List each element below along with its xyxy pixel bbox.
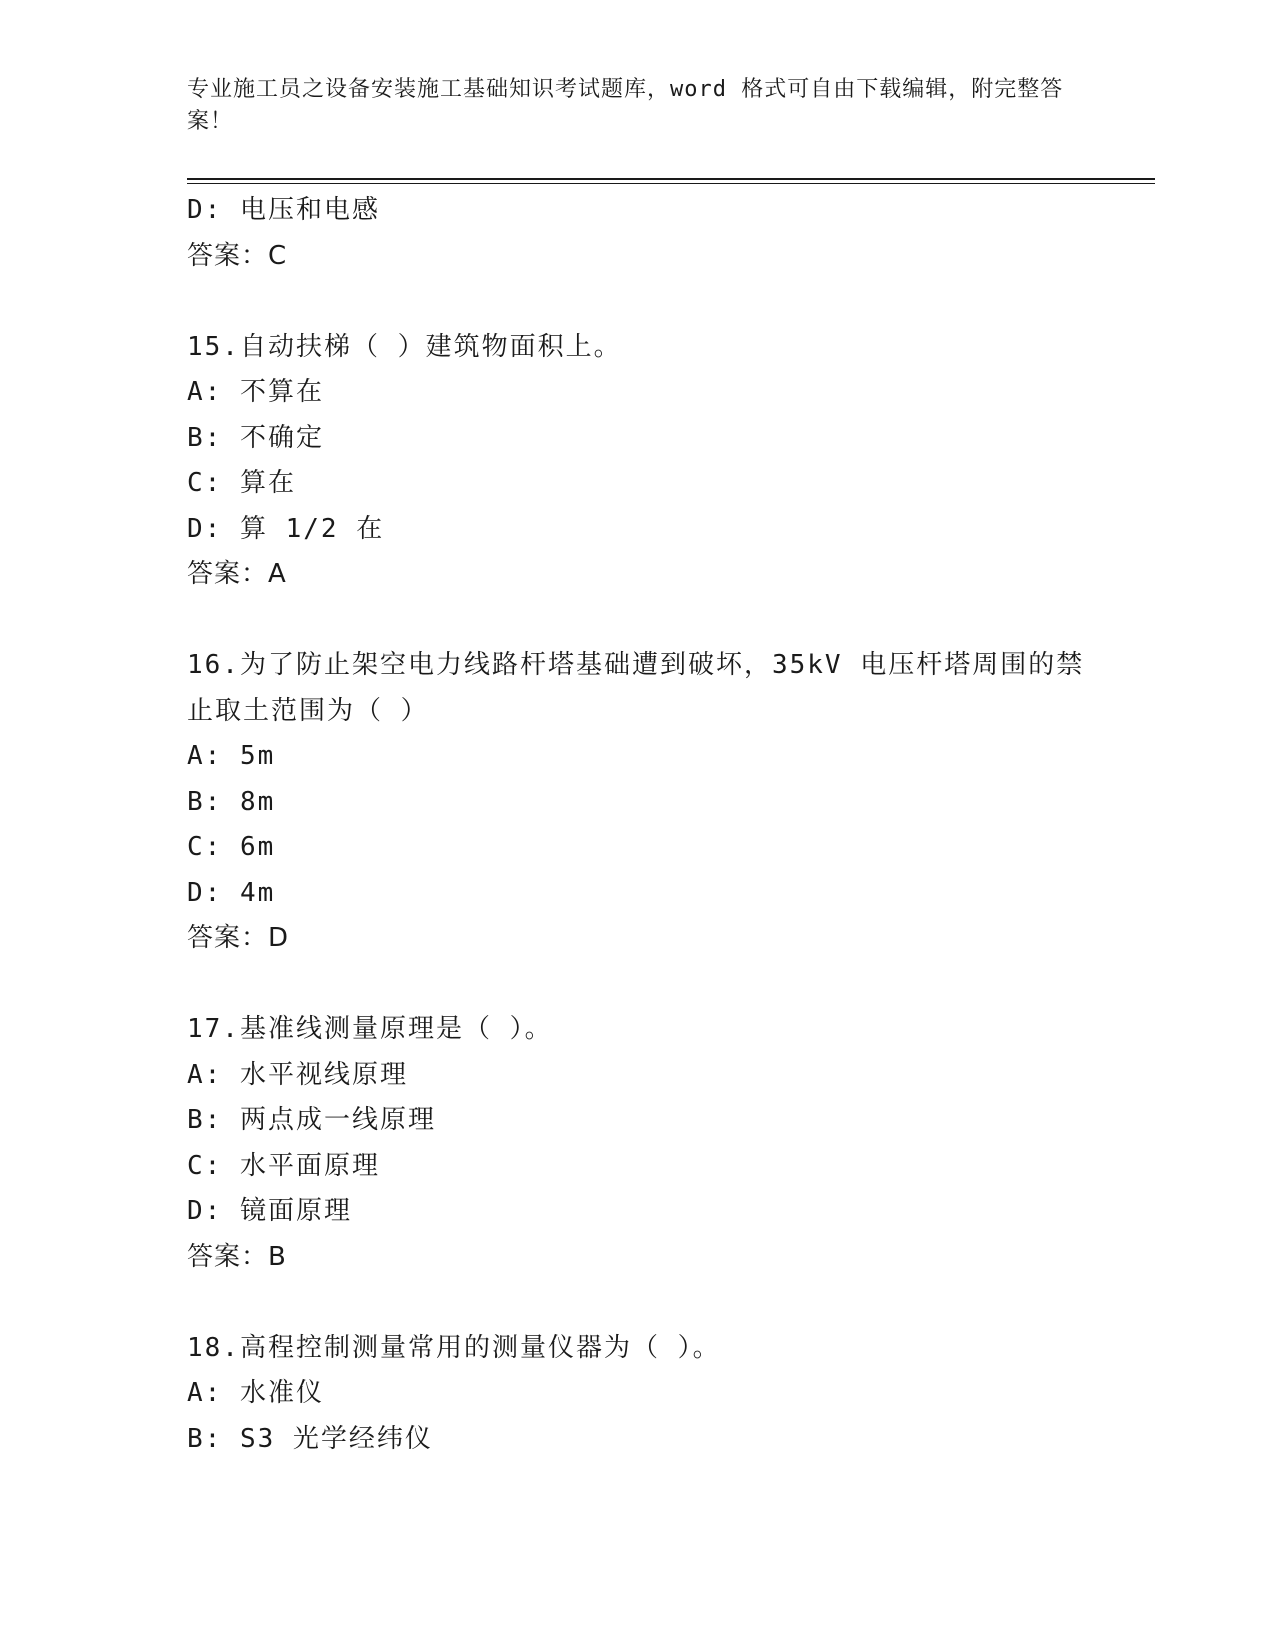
option-b: B: S3 光学经纬仪 (187, 1423, 433, 1454)
option-d: D: 镜面原理 (187, 1196, 352, 1226)
header-divider-thin (187, 183, 1155, 184)
question-stem-line-2: 止取土范围为（ ） (187, 695, 429, 726)
question-stem: 15.自动扶梯（ ）建筑物面积上。 (187, 331, 622, 362)
option-a: A: 5m (187, 741, 276, 771)
page-header (187, 74, 1087, 138)
option-b: B: 8m (187, 786, 276, 817)
option-a: A: 不算在 (187, 377, 324, 407)
answer-line: 答案：C (187, 240, 288, 271)
option-a: A: 水准仪 (187, 1378, 324, 1408)
option-b: B: 不确定 (187, 422, 324, 453)
spacer (187, 279, 1087, 325)
spacer (187, 962, 1087, 1008)
answer-line: 答案：B (187, 1241, 287, 1272)
header-text: 专业施工员之设备安装施工基础知识考试题库，word 格式可自由下载编辑，附完整答案！ (187, 77, 1064, 134)
option-d: D: 4m (187, 877, 276, 908)
option-c: C: 算在 (187, 468, 296, 498)
answer-line: 答案：A (187, 559, 287, 589)
question-stem: 18.高程控制测量常用的测量仪器为（ ）。 (187, 1332, 721, 1363)
option-d: D: 算 1/2 在 (187, 513, 385, 544)
option-a: A: 水平视线原理 (187, 1059, 408, 1090)
option-b: B: 两点成一线原理 (187, 1105, 436, 1135)
option-c: C: 水平面原理 (187, 1150, 380, 1181)
option-c: C: 6m (187, 832, 276, 862)
spacer (187, 1280, 1087, 1326)
question-stem: 17.基准线测量原理是（ ）。 (187, 1014, 553, 1044)
answer-line: 答案：D (187, 923, 290, 953)
question-list (187, 188, 1087, 1462)
header-divider-thick (187, 178, 1155, 180)
spacer (187, 598, 1087, 644)
question-stem-line-1: 16.为了防止架空电力线路杆塔基础遭到破坏，35kV 电压杆塔周围的禁 (187, 650, 1085, 680)
option-d: D: 电压和电感 (187, 195, 380, 225)
